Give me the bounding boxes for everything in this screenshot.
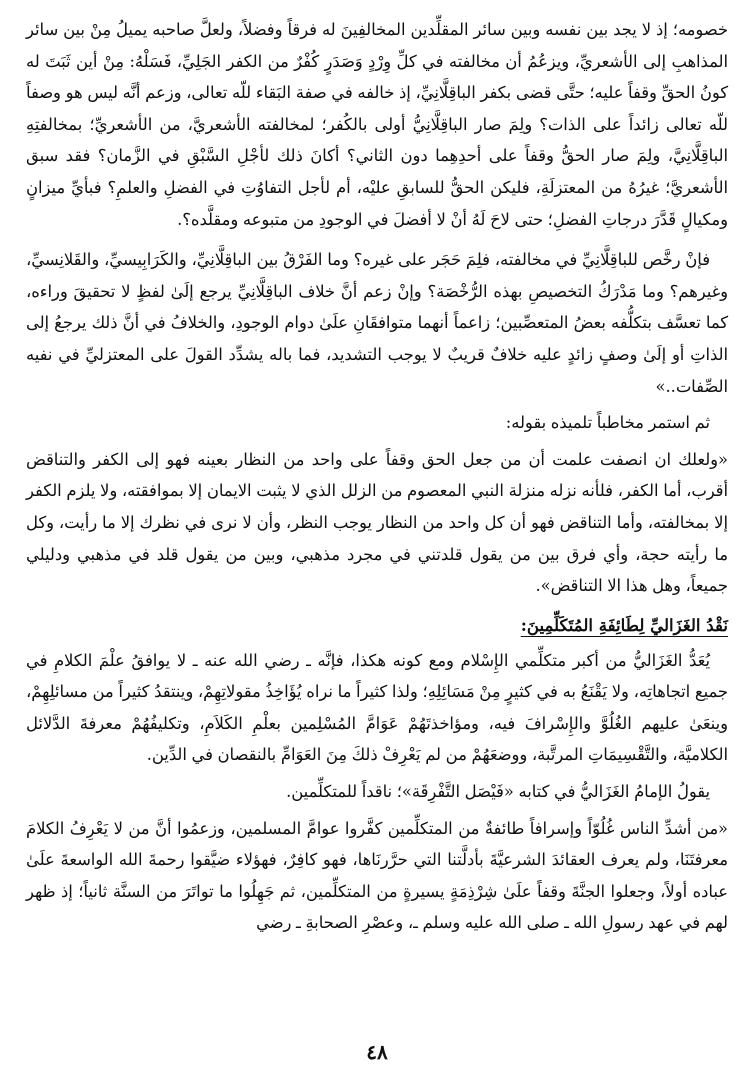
page-number: ٤٨ <box>366 1040 388 1064</box>
paragraph-3: ثم استمر مخاطباً تلميذه بقوله: <box>505 413 710 433</box>
paragraph-6: يقولُ الإمامُ الغَزَاليُّ في كتابه «فَيْصَل التَّفْرِقَة»؛ ناقداً للمتكلِّمين. <box>286 782 710 802</box>
paragraph-1: خصومه؛ إذ لا يجد بين نفسه وبين سائر المقلِّدين المخالفِينَ له فرقاً وفضلاً، ولعلَّ صاحبه يميلُ مِنْ بين سائر المذاهبِ إلى الأشعريِّ، ويزعُمُ أن مخالفته في كلِّ وِرْدٍ وَصَدَرٍ كُفْرٌ من الكفر الجَلِيِّ، فَسَلْهُ: مِنْ أين ثَبَتَ له كونُ الحقِّ وقفاً عليه؛ حتَّى قضى بكفر الباقِلَّانِيِّ، إذ خالفه في صفة البَقاء للّه تعالى، وزعم أنَّه ليس هو وصفاً للّه تعالى زائداً على الذات؟ ولِمَ صار الباقِلَّانِيُّ أولى بالكُفر؛ لمخالفته الأشعريَّ، من الأشعريِّ؛ بمخالفتِهِ الباقِلَّانِيَّ، ولِمَ صار الحقُّ وقفاً على أحدِهِما دون الثاني؟ أكانَ ذلك لأجْلِ السَّبْقِ في الزَّمان؟ فقد سبق الأشعريَّ؛ غيرُهُ من المعتزلَةِ، فليكن الحقُّ للسابقِ عليْه، أم لأجل التفاوُتِ في الفضلِ والعلمِ؟ فبأيِّ ميزانٍ ومكيالٍ قَدَّرَ درجاتِ الفضلِ؛ حتى لاحَ لَهُ أنْ لا أفضلَ في الوجودِ من متبوعه ومقلَّده؟. <box>26 20 728 229</box>
paragraph-5: يُعَدُّ الغَزَاليُّ من أكبر متكلِّمي الإِسْلام ومع كونه هكذا، فإنَّه ـ رضي الله عنه ـ لا يوافقُ علْمَ الكلامِ في جميع اتجاهاتِه، ولا يَقْنَعُ به في كثيرٍ مِنْ مَسَائِلِهِ؛ ولذا كثيراً ما نراه يُؤَاخِذُ مقولاتِهِمْ، وينتقدُ كثيراً من مسائلِهِمْ، وينعَىٰ عليهم الغُلُوَّ والإِسْرافَ فيه، ومؤاخذتَهُمْ عَوَامَّ المُسْلِمين بعلْمِ الكَلاَمِ، وتكليفُهُمْ معرفةَ الدَّلائل الكلاميَّة، والتَّقْسِيمَاتِ المرتَّبة، ووضعَهُمْ من لم يَعْرِفْ ذلكَ مِنَ العَوَامِّ بالنقصان في الدِّين. <box>26 650 728 765</box>
section-heading: نَقْدُ الغَزَاليِّ لِطَائِفَةِ المُتَكَلِّمِينَ: <box>520 614 728 635</box>
paragraph-4-quote: «ولعلك ان انصفت علمت أن من جعل الحق وقفاً على واحد من النظار بعينه فهو إلى الكفر والتناقض أقرب، أما الكفر، فلأنه نزله منزلة النبي المعصوم من الزلل الذي لا يثبت الايمان إلا بموافقته، ولا يلزم الكفر إلا بمخالفته، وأما التناقض فهو أن كل واحد من النظار يوجب النظر، وأن لا نرى في نظرك إلا ما رأيت، وكل ما رأيته حجة، وأي فرق بين من يقول قلدتني في مجرد مذهبي، وبين من يقول قلد في مذهبي ودليلي جميعاً، وهل هذا الا التناقض». <box>26 449 728 596</box>
paragraph-2: فإنْ رخَّص للباقِلَّانِيِّ في مخالفته، فلِمَ حَجَر على غيره؟ وما الفَرْقُ بين الباقِلَّانِيِّ، والكَرَابِيسيِّ، والقَلانِسيِّ، وغيرهم؟ وما مَدْرَكُ التخصيصِ بهذه الرُّخْصَة؟ وإنْ زعم أنَّ خلاف الباقِلَّانِيِّ يرجع إلَىٰ لفظٍ لا تحقيقَ وراءه، كما تعسَّف بتكلُّفه بعضُ المتعصِّبين؛ زاعماً أنهما متوافقَانِ علَىٰ دوام الوجودِ، والخلافُ في أنَّ ذلك يرجعُ إلى الذاتِ أو إلَىٰ وصفٍ زائدٍ عليه خلافٌ قريبٌ لا يوجب التشديد، فما باله يشدِّد القولَ على المعتزليِّ في نفيه الصِّفات..» <box>26 250 728 396</box>
paragraph-7-quote: «من أشدِّ الناس غُلُوّاً وإسرافاً طائفةٌ من المتكلِّمين كفَّروا عوامَّ المسلمين، وزعمُوا أنَّ من لا يَعْرِفُ الكلامَ معرفتَنَا، ولم يعرف العقائدَ الشرعيَّةَ بأدلَّتنا التي حرَّرنَاها، فهو كافِرٌ، فهؤلاء ضيَّقوا رحمةَ الله الواسعةَ علَىٰ عباده أولاً، وجعلوا الجنَّةَ وقفاً علَىٰ شِرْذِمَةٍ يسيرةٍ من المتكلِّمين، ثم جَهِلُوا ما تواتَرَ من السنَّة ثانياً؛ إذ ظهر لهم في عهد رسولِ الله ـ صلى الله عليه وسلم ـ، وعصْرِ الصحابةِ ـ رضي <box>26 818 728 933</box>
